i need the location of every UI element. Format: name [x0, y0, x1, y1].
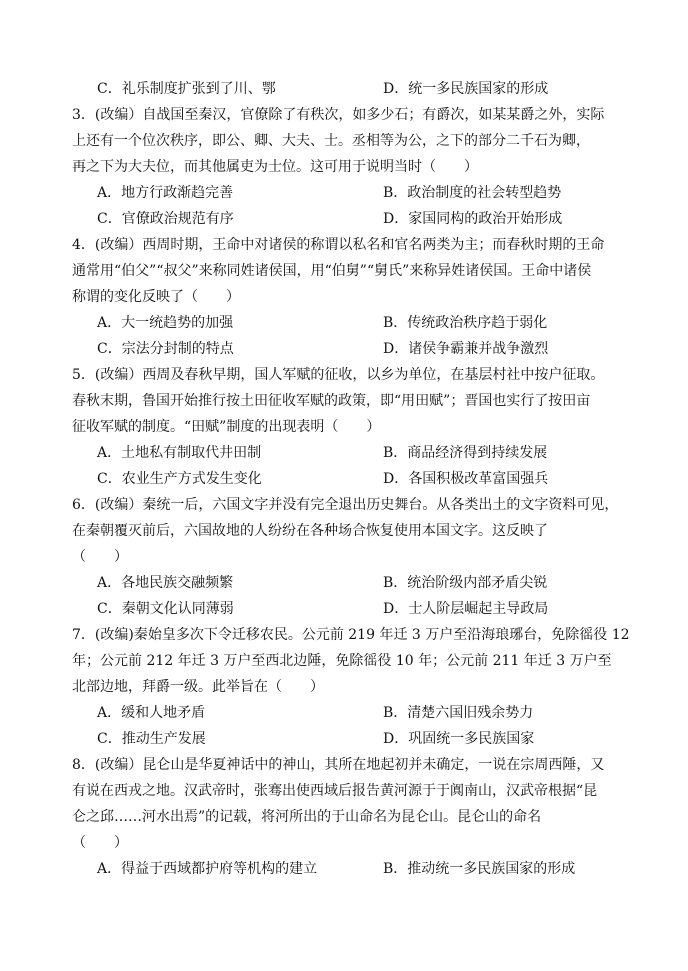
- question-3-stem-line-1: 3．(改编）自战国至秦汉，官僚除了有秩次，如多少石；有爵次，如某某爵之外，实际: [72, 107, 605, 123]
- question-4-option-a: A．大一统趋势的加强: [97, 315, 234, 331]
- question-3-option-a: A．地方行政渐趋完善: [97, 185, 234, 201]
- option-c: C．礼乐制度扩张到了川、鄂: [97, 81, 276, 97]
- question-8-option-b: B．推动统一多民族国家的形成: [383, 861, 576, 877]
- question-6-stem-line-1: 6．(改编）秦统一后，六国文字并没有完全退出历史舞台。从各类出土的文字资料可见，: [72, 497, 619, 513]
- question-8-stem-line-3: 仑之邱……河水出焉”的记载，将河所出的于山命名为昆仑山。昆仑山的命名: [72, 809, 542, 825]
- question-5-option-b: B．商品经济得到持续发展: [383, 445, 548, 461]
- question-5-stem-line-1: 5．(改编）西周及春秋早期，国人军赋的征收，以乡为单位，在基层村社中按户征取。: [72, 367, 605, 383]
- question-8-stem-line-4: （ ）: [72, 835, 128, 851]
- question-4-option-c: C．宗法分封制的特点: [97, 341, 234, 357]
- question-5-option-a: A．土地私有制取代井田制: [97, 445, 262, 461]
- question-7-option-a: A．缓和人地矛盾: [97, 705, 206, 721]
- question-7-stem-line-3: 北部边地，拜爵一级。此举旨在（ ）: [72, 679, 324, 695]
- question-7-option-d: D．巩固统一多民族国家: [383, 731, 535, 747]
- question-5-option-d: D．各国积极改革富国强兵: [383, 471, 549, 487]
- question-7-option-b: B．清楚六国旧残余势力: [383, 705, 534, 721]
- question-8-option-a: A．得益于西域都护府等机构的建立: [97, 861, 318, 877]
- question-5-stem-line-2: 春秋末期，鲁国开始推行按土田征收军赋的政策，即“用田赋”；晋国也实行了按田亩: [72, 393, 591, 409]
- question-6-option-b: B．统治阶级内部矛盾尖锐: [383, 575, 548, 591]
- question-7-stem-line-2: 年；公元前 212 年迁 3 万户至西北边陲，免除徭役 10 年；公元前 211 年迁 3 万户至: [72, 653, 612, 669]
- question-3-option-d: D．家国同构的政治开始形成: [383, 211, 563, 227]
- question-6-option-a: A．各地民族交融频繁: [97, 575, 234, 591]
- question-3-stem-line-3: 再之下为大夫位，而其他属吏为士位。这可用于说明当时（ ）: [72, 159, 478, 175]
- question-4-stem-line-2: 通常用“伯父”“叔父”来称同姓诸侯国，用“伯舅”“舅氏”来称异姓诸侯国。王命中诸侯: [72, 263, 592, 279]
- option-d: D．统一多民族国家的形成: [383, 81, 549, 97]
- question-4-stem-line-3: 称谓的变化反映了（ ）: [72, 289, 240, 305]
- question-6-option-d: D．士人阶层崛起主导政局: [383, 601, 549, 617]
- question-6-stem-line-3: （ ）: [72, 549, 128, 565]
- question-3-option-c: C．官僚政治规范有序: [97, 211, 234, 227]
- question-4-stem-line-1: 4．(改编）西周时期，王命中对诸侯的称谓以私名和官名两类为主；而春秋时期的王命: [72, 237, 605, 253]
- question-6-option-c: C．秦朝文化认同薄弱: [97, 601, 234, 617]
- question-8-stem-line-1: 8．(改编）昆仑山是华夏神话中的神山，其所在地起初并未确定，一说在宗周西陲，又: [72, 757, 605, 773]
- question-4-option-b: B．传统政治秩序趋于弱化: [383, 315, 548, 331]
- question-4-option-d: D．诸侯争霸兼并战争激烈: [383, 341, 549, 357]
- question-5-option-c: C．农业生产方式发生变化: [97, 471, 262, 487]
- question-7-option-c: C．推动生产发展: [97, 731, 206, 747]
- question-6-stem-line-2: 在秦朝覆灭前后，六国故地的人纷纷在各种场合恢复使用本国文字。这反映了: [72, 523, 548, 539]
- question-5-stem-line-3: 征收军赋的制度。“田赋”制度的出现表明（ ）: [72, 419, 381, 435]
- question-8-stem-line-2: 有说在西戎之地。汉武帝时，张骞出使西域后报告黄河源于于阗南山，汉武帝根据“昆: [72, 783, 598, 799]
- question-3-option-b: B．政治制度的社会转型趋势: [383, 185, 562, 201]
- question-7-stem-line-1: 7．(改编)秦始皇多次下令迁移农民。公元前 219 年迁 3 万户至沿海琅琊台，免除徭役 12: [72, 627, 630, 643]
- question-3-stem-line-2: 上还有一个位次秩序，即公、卿、大夫、士。丞相等为公，之下的部分二千石为卿，: [72, 133, 590, 149]
